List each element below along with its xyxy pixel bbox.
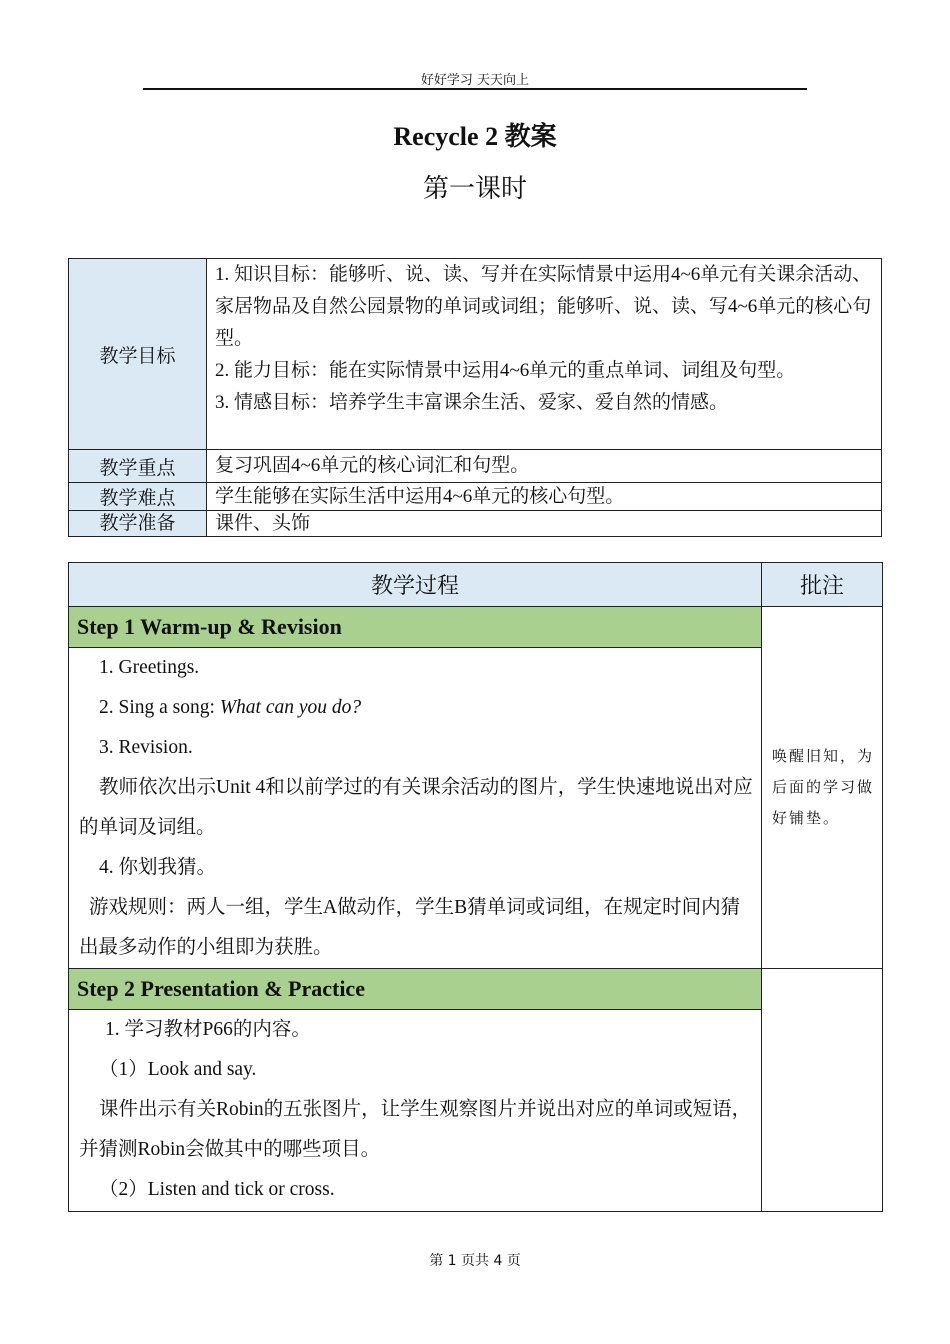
process-header-row [69, 563, 883, 607]
row-content [207, 450, 882, 483]
document-title: Recycle 2 教案 [393, 122, 557, 151]
step1-item4-desc: 游戏规则：两人一组，学生A做动作，学生B猜单词或词组，在规定时间内猜出最多动作的小组即为获胜。 [79, 897, 741, 958]
step1-body [69, 648, 761, 968]
step2-cell [69, 969, 762, 1212]
row-content [207, 259, 882, 450]
key-points-text: 复习巩固4~6单元的核心词汇和句型。 [215, 455, 530, 476]
objectives-row-goals [69, 259, 882, 450]
process-header: 教学过程 [69, 563, 762, 607]
goal-knowledge: 1. 知识目标：能够听、说、读、写并在实际情景中运用4~6单元有关课余活动、家居物品及自然公园景物的单词或词组；能够听、说、读、写4~6单元的核心句型。 [215, 264, 872, 349]
step1-item3: 3. Revision. [99, 737, 193, 758]
step1-item3-desc: 教师依次出示Unit 4和以前学过的有关课余活动的图片，学生快速地说出对应的单词及词组。 [79, 777, 753, 838]
objectives-row-key-points [69, 450, 882, 483]
step1-item4: 4. 你划我猜。 [99, 857, 217, 878]
page-footer: 第 1 页共 4 页 [429, 1253, 521, 1269]
objectives-table [68, 258, 882, 537]
step1-note: 唤醒旧知，为后面的学习做好铺垫。 [762, 607, 883, 969]
process-table [68, 562, 883, 1212]
step2-item1: 1. 学习教材P66的内容。 [105, 1019, 311, 1040]
objectives-row-preparation [69, 511, 882, 537]
step1-item2-prefix: 2. Sing a song: [99, 697, 220, 718]
step2-title: Step 2 Presentation & Practice [69, 969, 761, 1010]
step2-sub1: （1）Look and say. [99, 1059, 257, 1080]
step2-sub1-desc: 课件出示有关Robin的五张图片，让学生观察图片并说出对应的单词或短语，并猜测Robin会做其中的哪些项目。 [79, 1099, 752, 1160]
goal-emotion: 3. 情感目标：培养学生丰富课余生活、爱家、爱自然的情感。 [215, 392, 729, 413]
step1-title: Step 1 Warm-up & Revision [69, 607, 761, 648]
notes-header: 批注 [762, 563, 883, 607]
difficulties-text: 学生能够在实际生活中运用4~6单元的核心句型。 [215, 486, 625, 507]
objectives-row-difficulties [69, 483, 882, 511]
step2-note [762, 969, 883, 1212]
step2-row [69, 969, 883, 1212]
preparation-text: 课件、头饰 [215, 513, 311, 534]
page-header-text: 好好学习 天天向上 [420, 73, 530, 88]
row-label: 教学重点 [69, 450, 207, 483]
row-content [207, 511, 882, 537]
step1-row [69, 607, 883, 969]
goal-ability: 2. 能力目标：能在实际情景中运用4~6单元的重点单词、词组及句型。 [215, 360, 796, 381]
row-label: 教学准备 [69, 511, 207, 537]
step1-item1: 1. Greetings. [99, 657, 200, 678]
step2-sub2: （2）Listen and tick or cross. [99, 1179, 335, 1200]
step1-cell [69, 607, 762, 969]
document-subtitle: 第一课时 [422, 174, 527, 204]
step2-body [69, 1010, 761, 1210]
header-divider [143, 88, 807, 90]
row-content [207, 483, 882, 511]
row-label: 教学目标 [69, 259, 207, 450]
row-label: 教学难点 [69, 483, 207, 511]
song-title: What can you do? [219, 697, 362, 718]
step1-item2 [79, 688, 753, 728]
